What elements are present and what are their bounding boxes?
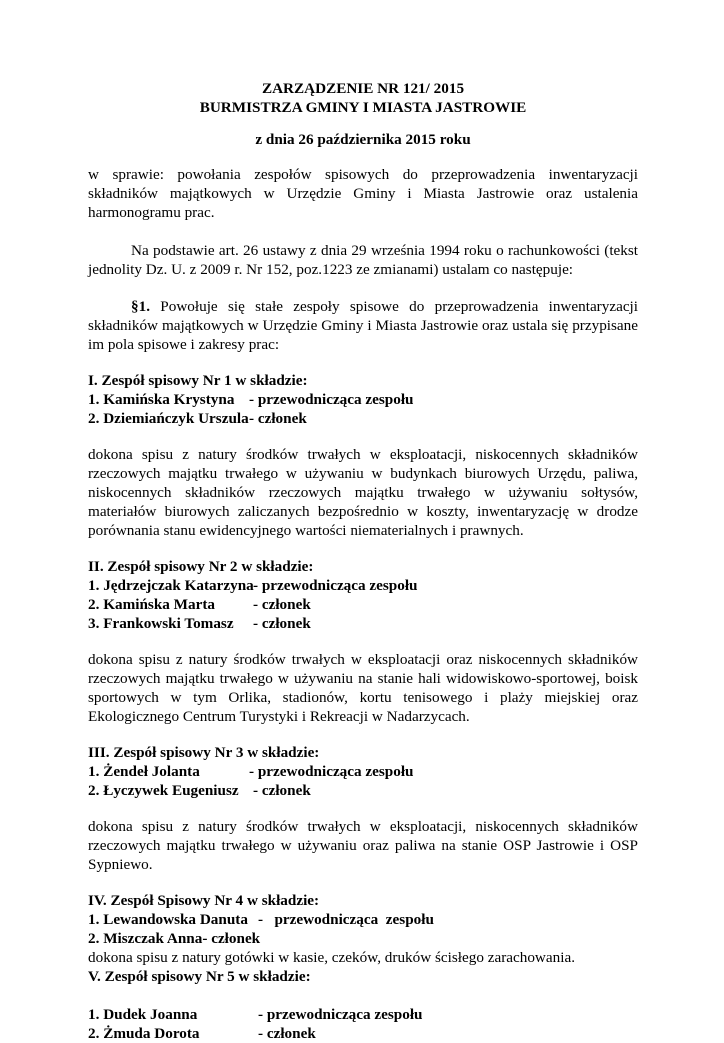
- member-role: - przewodnicząca zespołu: [249, 763, 414, 780]
- team-3-member-2: [88, 781, 638, 800]
- member-role: - członek: [253, 782, 311, 799]
- team-4-block: [88, 891, 638, 967]
- team-3-heading: III. Zespół spisowy Nr 3 w składzie:: [88, 744, 320, 761]
- team-1-block: [88, 371, 638, 540]
- team-5-heading: V. Zespół spisowy Nr 5 w składzie:: [88, 968, 311, 985]
- member-name: 2. Miszczak Anna: [88, 930, 203, 947]
- document-title-line1: ZARZĄDZENIE NR 121/ 2015: [261, 80, 465, 97]
- team-1-member-1: [88, 390, 638, 409]
- team-1-scope: dokona spisu z natury środków trwałych w eksploatacji, niskocennych składników rzeczowych majątku trwałego w używaniu w budynkach biurowych Urzędu, paliwa, niskocennych składników rzeczowych majątku trwałego w używaniu sołtysów, materiałów biurowych zaliczanych bezpośrednio w koszty, inwentaryzację w drodze porównania stanu ewidencyjnego wartości niematerialnych i prawnych.: [88, 446, 638, 539]
- team-3-block: [88, 743, 638, 874]
- document-page: [88, 79, 638, 1043]
- member-role: - przewodnicząca zespołu: [249, 391, 414, 408]
- member-name: 1. Lewandowska Danuta: [88, 911, 248, 928]
- member-role: - przewodnicząca zespołu: [258, 911, 434, 928]
- team-3-member-1: [88, 762, 638, 781]
- member-role: - przewodnicząca zespołu: [258, 1006, 423, 1023]
- team-2-scope: dokona spisu z natury środków trwałych w eksploatacji oraz niskocennych składników rzeczowych majątku trwałego w używaniu na stanie hali widowiskowo-sportowej, boisk sportowych w tym Orlika, stadionów, kortu tenisowego i plaży miejskiej oraz Ekologicznego Centrum Turystyki i Rekreacji w Nadarzycach.: [88, 651, 638, 725]
- member-role: - członek: [253, 596, 311, 613]
- team-4-scope: dokona spisu z natury gotówki w kasie, czeków, druków ścisłego zarachowania.: [88, 949, 575, 966]
- member-name: 2. Dziemiańczyk Urszula: [88, 410, 249, 427]
- member-role: - członek: [202, 930, 261, 947]
- subject-paragraph: w sprawie: powołania zespołów spisowych do przeprowadzenia inwentaryzacji składników majątkowych w Urzędzie Gminy i Miasta Jastrowie oraz ustalenia harmonogramu prac.: [88, 166, 638, 221]
- section-1-text: Powołuje się stałe zespoły spisowe do przeprowadzenia inwentaryzacji składników majątkowych w Urzędzie Gminy i Miasta Jastrowie oraz ustala się przypisane im pola spisowe i zakresy prac:: [88, 298, 638, 353]
- team-2-member-2: [88, 595, 638, 614]
- legal-basis-paragraph: Na podstawie art. 26 ustawy z dnia 29 września 1994 roku o rachunkowości (tekst jednolity Dz. U. z 2009 r. Nr 152, poz.1223 ze zmianami) ustalam co następuje:: [88, 242, 638, 278]
- team-1-member-2: [88, 409, 638, 428]
- member-role: - przewodnicząca zespołu: [253, 577, 418, 594]
- member-name: 1. Żendeł Jolanta: [88, 763, 200, 780]
- document-date: z dnia 26 października 2015 roku: [255, 131, 471, 148]
- team-2-member-1: [88, 576, 638, 595]
- team-4-member-1: [88, 910, 638, 929]
- member-role: - członek: [253, 615, 311, 632]
- document-title-line2: BURMISTRZA GMINY I MIASTA JASTROWIE: [199, 99, 527, 116]
- member-name: 2. Kamińska Marta: [88, 596, 215, 613]
- team-3-scope: dokona spisu z natury środków trwałych w eksploatacji, niskocennych składników rzeczowych majątku trwałego w używaniu oraz paliwa na stanie OSP Jastrowie i OSP Sypniewo.: [88, 818, 638, 873]
- member-name: 2. Żmuda Dorota: [88, 1025, 200, 1042]
- team-2-heading: II. Zespół spisowy Nr 2 w składzie:: [88, 558, 314, 575]
- member-name: 1. Kamińska Krystyna: [88, 391, 235, 408]
- team-1-heading: I. Zespół spisowy Nr 1 w składzie:: [88, 372, 308, 389]
- team-5-member-1: [88, 1005, 638, 1024]
- member-name: 1. Jędrzejczak Katarzyna: [88, 577, 254, 594]
- member-role: - członek: [249, 410, 307, 427]
- member-name: 1. Dudek Joanna: [88, 1006, 198, 1023]
- team-4-heading: IV. Zespół Spisowy Nr 4 w składzie:: [88, 892, 320, 909]
- member-name: 3. Frankowski Tomasz: [88, 615, 234, 632]
- section-1-paragraph: [88, 297, 638, 354]
- team-2-member-3: [88, 614, 638, 633]
- member-name: 2. Łyczywek Eugeniusz: [88, 782, 239, 799]
- member-role: - członek: [258, 1025, 316, 1042]
- section-1-label: §1.: [131, 298, 150, 315]
- team-5-block: [88, 967, 638, 1043]
- team-4-member-2: [88, 929, 638, 948]
- team-5-member-2: [88, 1024, 638, 1043]
- team-2-block: [88, 557, 638, 726]
